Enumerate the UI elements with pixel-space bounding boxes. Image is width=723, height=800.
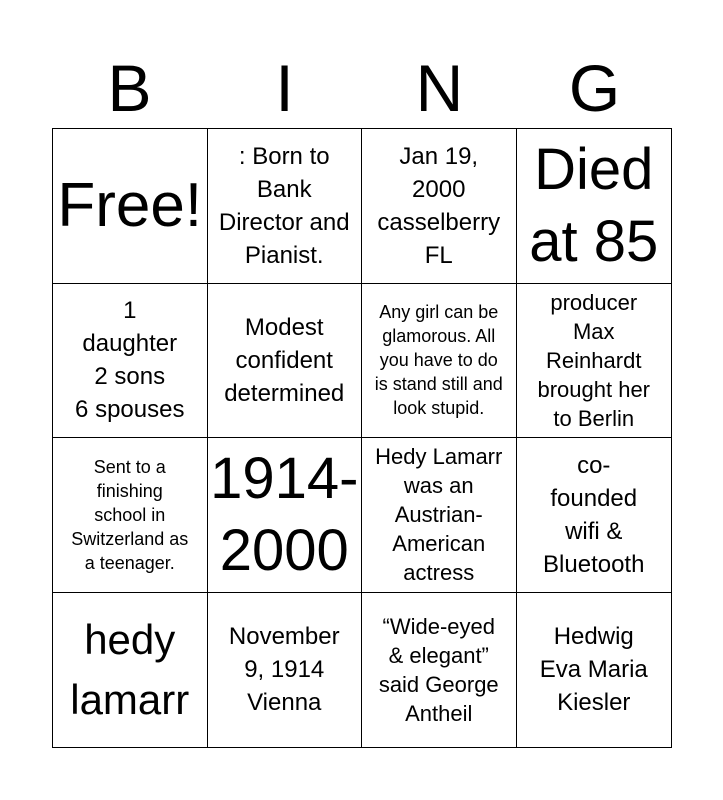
header-letter-b: B	[107, 51, 152, 125]
bingo-cell-r2c3[interactable]: Any girl can be glamorous. All you have to do is stand still and look stupid.	[362, 284, 517, 439]
bingo-cell-r1c2[interactable]: : Born to Bank Director and Pianist.	[208, 129, 363, 284]
bingo-cell-r1c4[interactable]: Died at 85	[517, 129, 672, 284]
bingo-cell-r3c2[interactable]: 1914- 2000	[208, 438, 363, 593]
bingo-cell-r1c3[interactable]: Jan 19, 2000 casselberry FL	[362, 129, 517, 284]
bingo-cell-r3c4[interactable]: co- founded wifi & Bluetooth	[517, 438, 672, 593]
bingo-cell-r4c2[interactable]: November 9, 1914 Vienna	[208, 593, 363, 748]
header-letter-n: N	[415, 51, 464, 125]
bingo-cell-r4c3[interactable]: “Wide-eyed & elegant” said George Antheil	[362, 593, 517, 748]
bingo-cell-r2c1[interactable]: 1 daughter 2 sons 6 spouses	[53, 284, 208, 439]
bingo-header	[52, 50, 672, 126]
bingo-card-grid	[52, 128, 672, 748]
bingo-cell-r4c1[interactable]: hedy lamarr	[53, 593, 208, 748]
header-letter-i: I	[275, 51, 294, 125]
header-letter-g: G	[568, 51, 621, 125]
bingo-cell-r4c4[interactable]: Hedwig Eva Maria Kiesler	[539, 623, 648, 717]
bingo-cell-r2c4[interactable]: producer Max Reinhardt brought her to Berlin	[517, 284, 672, 439]
bingo-cell-r2c2[interactable]: Modest confident determined	[208, 284, 363, 439]
bingo-cell-r3c3[interactable]: Hedy Lamarr was an Austrian- American actress	[362, 438, 517, 593]
bingo-cell-r1c1[interactable]: Free!	[53, 129, 208, 284]
bingo-cell-r3c1[interactable]: Sent to a finishing school in Switzerland as a teenager.	[53, 438, 208, 593]
